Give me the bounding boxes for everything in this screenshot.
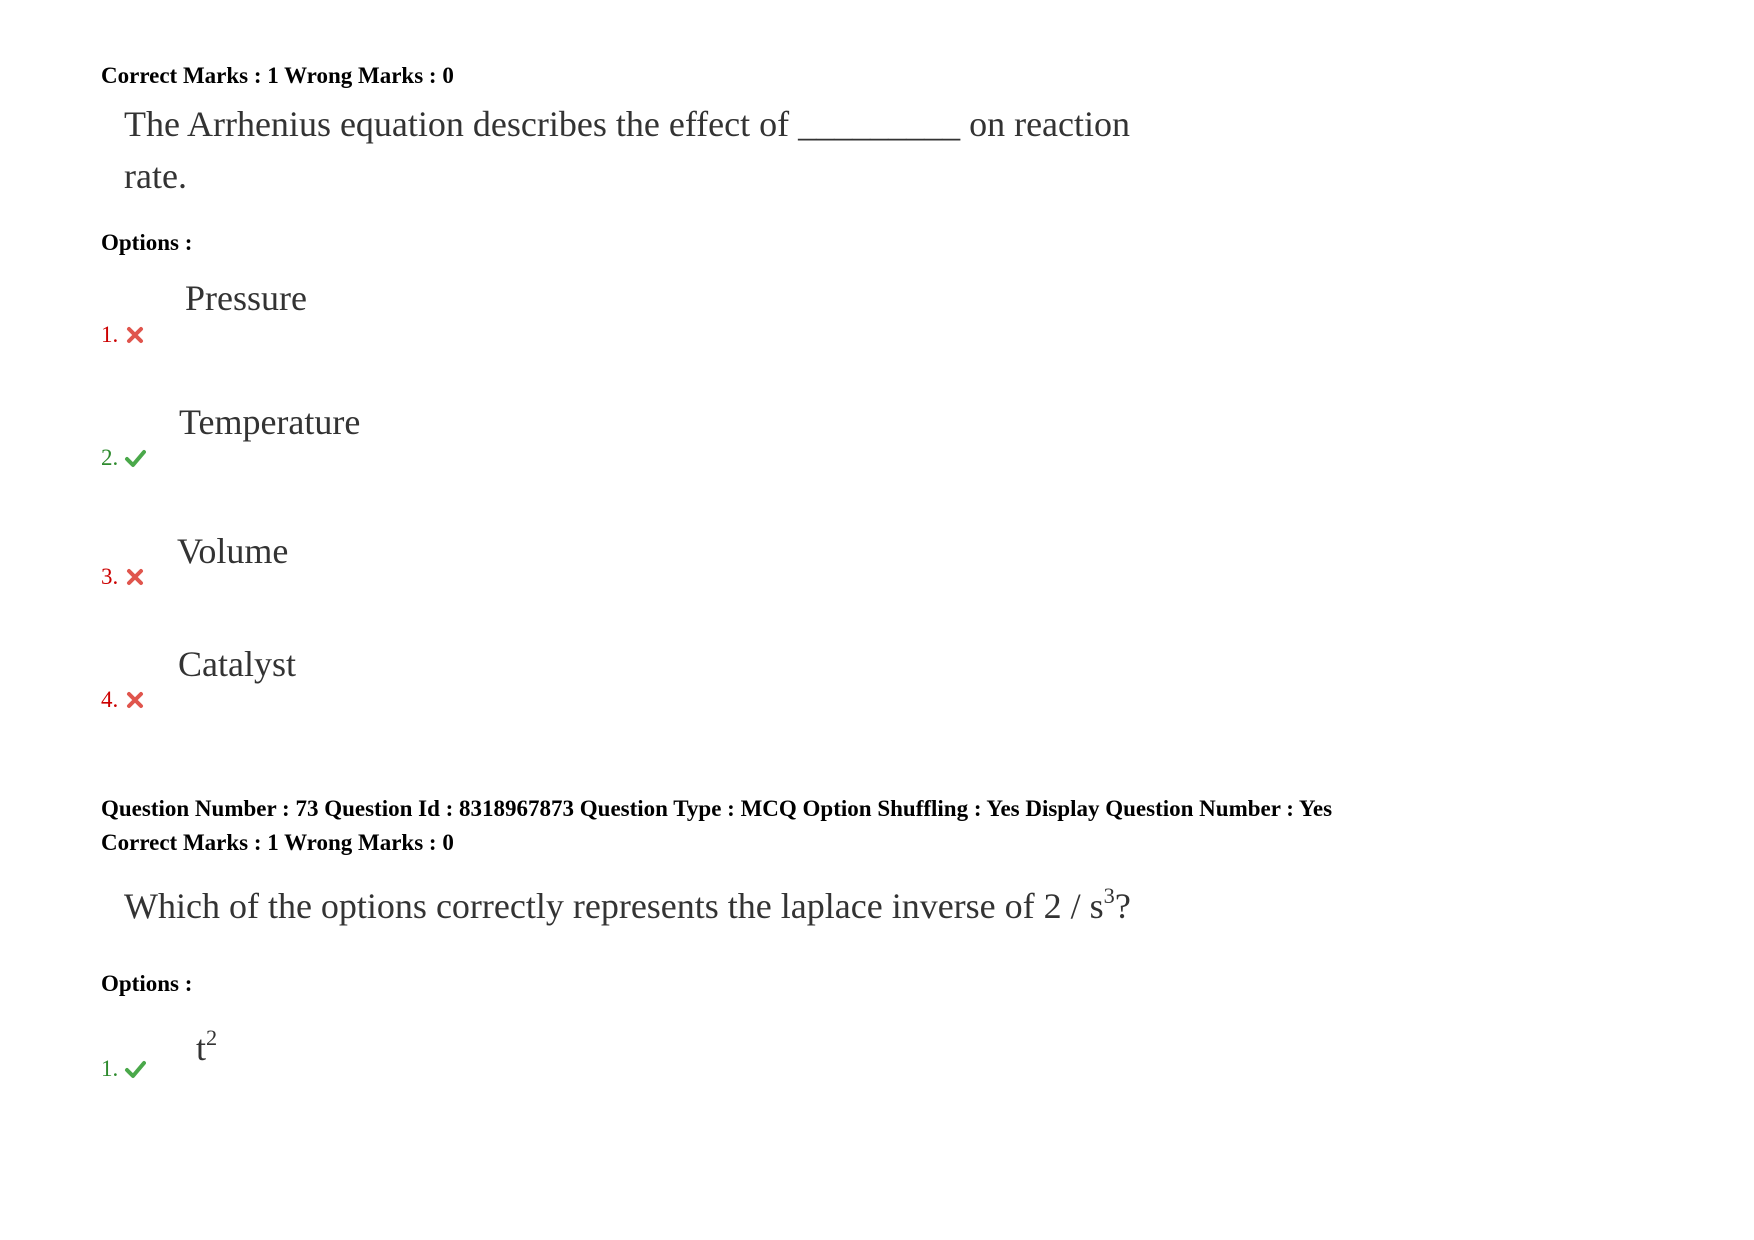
- option-text: Catalyst: [178, 644, 296, 684]
- cross-icon: [124, 689, 146, 711]
- question-text: [124, 98, 1130, 202]
- question-text-end: ?: [1114, 886, 1131, 926]
- option-number: [101, 688, 146, 711]
- option-number: [101, 565, 146, 588]
- option-text: Volume: [177, 531, 289, 571]
- question-text-main: Which of the options correctly represents the laplace inverse of 2 / s: [124, 886, 1104, 926]
- option-text: Pressure: [185, 278, 307, 318]
- option-text-base: t: [196, 1028, 207, 1068]
- check-icon: [124, 447, 146, 469]
- option-number-label: 4.: [101, 687, 119, 712]
- options-label: Options :: [101, 230, 193, 255]
- question-text-line: The Arrhenius equation describes the effect of _________ on reaction: [124, 104, 1131, 144]
- question-header: Question Number : 73 Question Id : 8318967873 Question Type : MCQ Option Shuffling : Yes Display Question Number : Yes: [101, 796, 1333, 821]
- option-number: [101, 446, 146, 469]
- check-icon: [124, 1058, 146, 1080]
- marks-info: Correct Marks : 1 Wrong Marks : 0: [101, 63, 454, 88]
- option-number: [101, 1057, 146, 1080]
- option-number: [101, 323, 146, 346]
- option-number-label: 1.: [101, 322, 119, 347]
- question-text-superscript: 3: [1103, 882, 1115, 908]
- option-number-label: 2.: [101, 445, 119, 470]
- options-label: Options :: [101, 971, 193, 996]
- cross-icon: [124, 324, 146, 346]
- option-text: Temperature: [179, 402, 361, 442]
- option-number-label: 1.: [101, 1056, 119, 1081]
- marks-info: Correct Marks : 1 Wrong Marks : 0: [101, 830, 454, 855]
- option-text-superscript: 2: [206, 1024, 218, 1050]
- question-text-line: rate.: [124, 156, 187, 196]
- cross-icon: [124, 566, 146, 588]
- option-text: [196, 1024, 218, 1068]
- question-text: [124, 880, 1131, 932]
- option-number-label: 3.: [101, 564, 119, 589]
